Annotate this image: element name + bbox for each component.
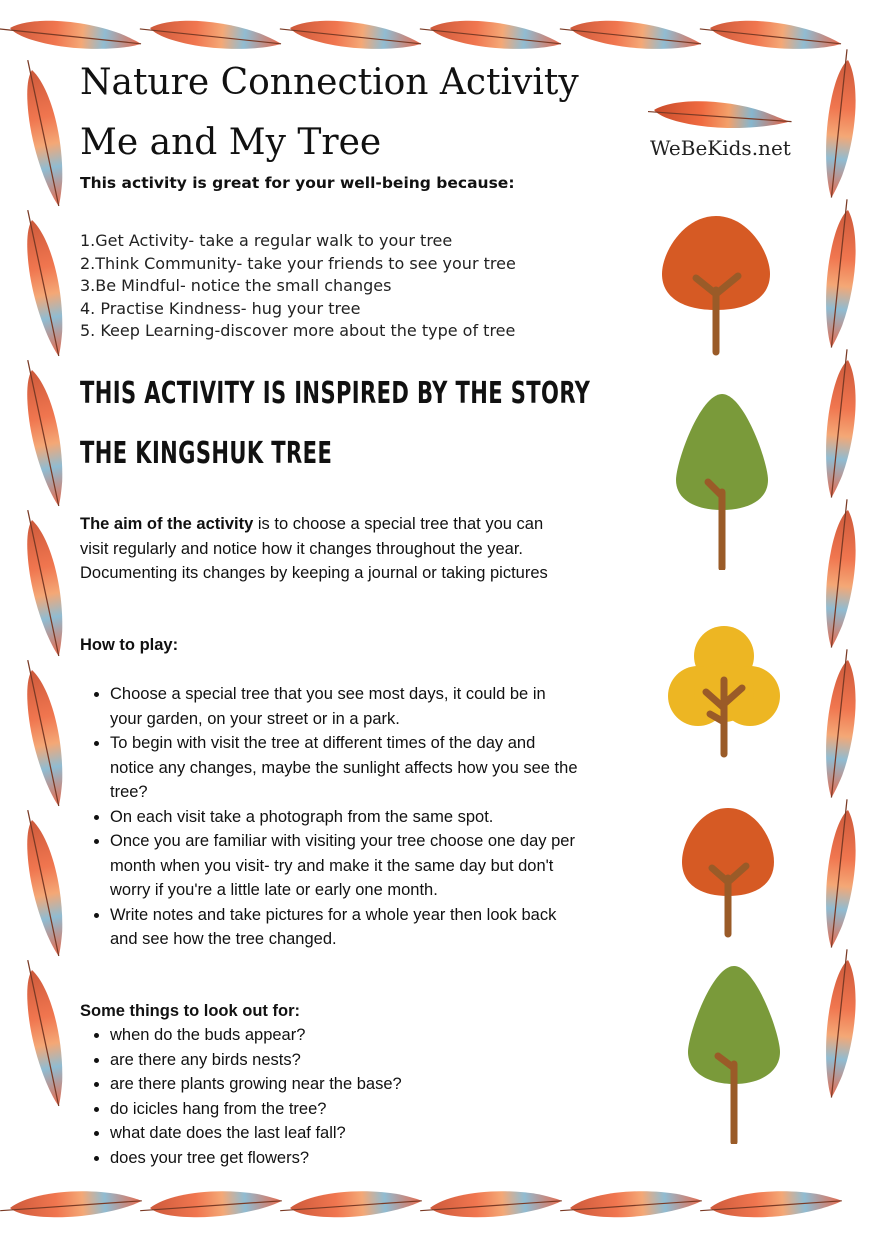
feather-icon [0,15,143,55]
how-to-play-heading: How to play: [80,636,179,654]
feather-icon [279,15,423,55]
list-item: • Choose a special tree that you see most days, it could be in your garden, on your street or in a park. [110,682,580,731]
list-item: • do icicles hang from the tree? [110,1097,580,1122]
benefits-list [80,230,516,343]
benefit-item: 5. Keep Learning-discover more about the type of tree [80,321,516,341]
list-item: • are there any birds nests? [110,1048,580,1073]
logo-feather-icon [648,88,798,132]
green-tree-icon [672,392,772,570]
feather-icon [16,57,73,208]
story-title: THE KINGSHUK TREE [80,436,333,471]
list-item: • are there plants growing near the base? [110,1072,580,1097]
feather-icon [16,507,73,658]
feather-icon [16,957,73,1108]
feather-icon [139,1187,282,1222]
list-item: • when do the buds appear? [110,1023,580,1048]
feather-icon [559,15,703,55]
benefit-item: 4. Practise Kindness- hug your tree [80,298,361,318]
page-title: Nature Connection Activity [80,62,579,103]
page-subtitle-title: Me and My Tree [80,122,382,163]
how-to-play-list [80,682,580,952]
feather-icon [16,657,73,808]
feather-icon [699,15,843,55]
orange-tree-icon [660,212,772,357]
feather-icon [820,198,862,349]
feather-icon [419,15,563,55]
list-item: • On each visit take a photograph from the same spot. [110,805,580,830]
feather-icon [820,348,862,499]
benefit-item: 1.Get Activity- take a regular walk to your tree [80,231,453,250]
green-tree-icon [684,964,784,1144]
list-item: • Write notes and take pictures for a whole year then look back and see how the tree changed. [110,903,580,952]
orange-tree-icon [680,806,776,938]
yellow-tree-icon [666,622,782,758]
benefit-item: 2.Think Community- take your friends to see your tree [80,253,516,273]
list-item: • what date does the last leaf fall? [110,1121,580,1146]
feather-icon [820,798,862,949]
look-out-heading: Some things to look out for: [80,1002,300,1020]
feather-icon [820,948,862,1099]
feather-icon [16,807,73,958]
brand-logo-text: WeBeKids.net [650,136,791,160]
wellbeing-intro: This activity is great for your well-being because: [80,174,515,192]
feather-icon [419,1187,562,1222]
look-out-list [80,1023,580,1170]
feather-icon [16,207,73,358]
list-item: • does your tree get flowers? [110,1146,580,1171]
aim-text: is to choose a special tree that you can visit regularly and notice how it changes throughout the year. Documenting its changes by keeping a journal or taking pictures [80,515,548,582]
benefit-item: 3.Be Mindful- notice the small changes [80,276,392,296]
feather-icon [820,498,862,649]
feather-icon [559,1187,702,1222]
feather-icon [699,1187,842,1222]
list-item: • To begin with visit the tree at different times of the day and notice any changes, maybe the sunlight affects how you see the tree? [110,731,580,805]
feather-icon [820,648,862,799]
feather-icon [0,1187,143,1222]
story-heading: THIS ACTIVITY IS INSPIRED BY THE STORY [80,376,591,411]
list-item: • Once you are familiar with visiting your tree choose one day per month when you visit- try and make it the same day but don't worry if you're a little late or early one month. [110,829,580,903]
aim-lead: The aim of the activity [80,515,254,533]
feather-icon [279,1187,422,1222]
aim-paragraph [80,512,555,586]
feather-icon [820,48,862,199]
feather-icon [139,15,283,55]
feather-icon [16,357,73,508]
